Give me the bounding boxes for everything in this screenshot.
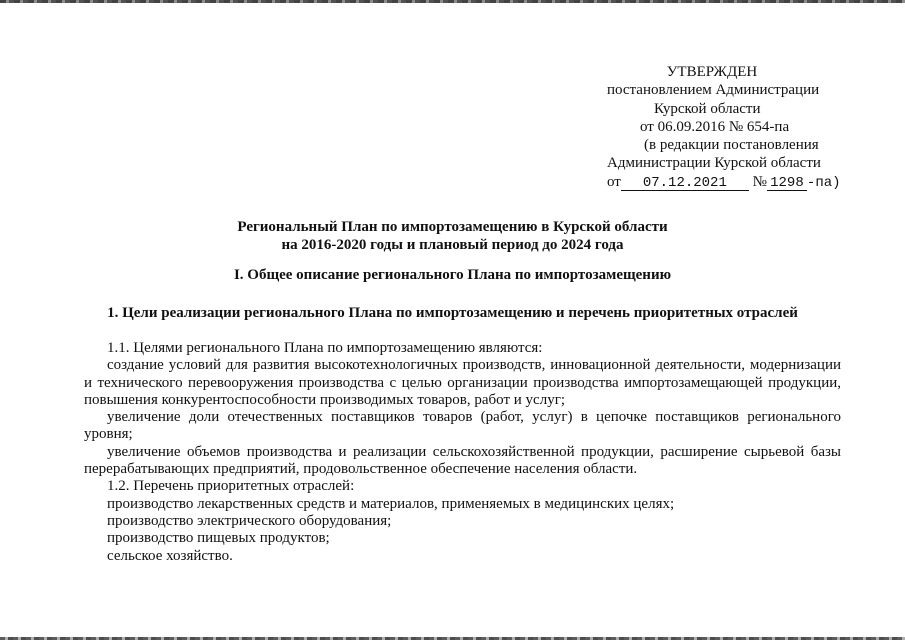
approval-line-5: Администрации Курской области: [607, 155, 821, 172]
paragraph-goal-1: создание условий для развития высокотехнологичных производств, инновационной деятельности, модернизации и технического перевооружения производства с целью организации производства импортозамещающей продукции, повышения конкурентоспособности производимых товаров, работ и услуг;: [84, 357, 841, 408]
paragraph-sector-3: производство пищевых продуктов;: [107, 530, 330, 547]
section-heading: I. Общее описание регионального Плана по импортозамещению: [233, 267, 672, 283]
title-line-1: Региональный План по импортозамещению в Курской области: [237, 219, 668, 235]
date-value: 07.12.2021: [621, 176, 749, 191]
scan-edge-top: [0, 0, 905, 3]
paragraph-goals-intro: 1.1. Целями регионального Плана по импортозамещению являются:: [107, 340, 543, 356]
approval-heading: УТВЕРЖДЕН: [666, 64, 758, 80]
approval-stamp-block: [560, 63, 860, 192]
number-prefix: №: [752, 173, 767, 190]
title-line-2: на 2016-2020 годы и плановый период до 2024 года: [281, 237, 624, 254]
number-suffix: -па): [806, 174, 841, 191]
date-prefix: от: [607, 173, 621, 190]
approval-line-4: (в редакции постановления: [644, 137, 819, 154]
approval-line-2: Курской области: [654, 100, 761, 117]
paragraph-sector-4: сельское хозяйство.: [107, 547, 233, 564]
approval-line-1: постановлением Администрации: [607, 82, 820, 99]
approval-line-3: от 06.09.2016 № 654-па: [640, 118, 790, 135]
document-title: [0, 218, 905, 255]
paragraph-goal-3: увеличение объемов производства и реализации сельскохозяйственной продукции, расширение сырьевой базы перерабатывающих предприятий, продовольственное обеспечение населения области.: [84, 443, 841, 478]
paragraph-sector-2: производство электрического оборудования;: [107, 512, 392, 529]
paragraph-sector-1: производство лекарственных средств и материалов, применяемых в медицинских целях;: [107, 495, 675, 512]
document-body: [84, 340, 841, 565]
paragraph-goal-2: увеличение доли отечественных поставщиков товаров (работ, услуг) в цепочке поставщиков регионального уровня;: [84, 409, 841, 443]
paragraph-sectors-intro: 1.2. Перечень приоритетных отраслей:: [107, 478, 355, 495]
number-value: 1298: [767, 176, 807, 191]
approval-date-line: [560, 173, 860, 192]
subsection-heading: 1. Цели реализации регионального Плана по импортозамещению и перечень приоритетных отраслей: [107, 305, 798, 321]
